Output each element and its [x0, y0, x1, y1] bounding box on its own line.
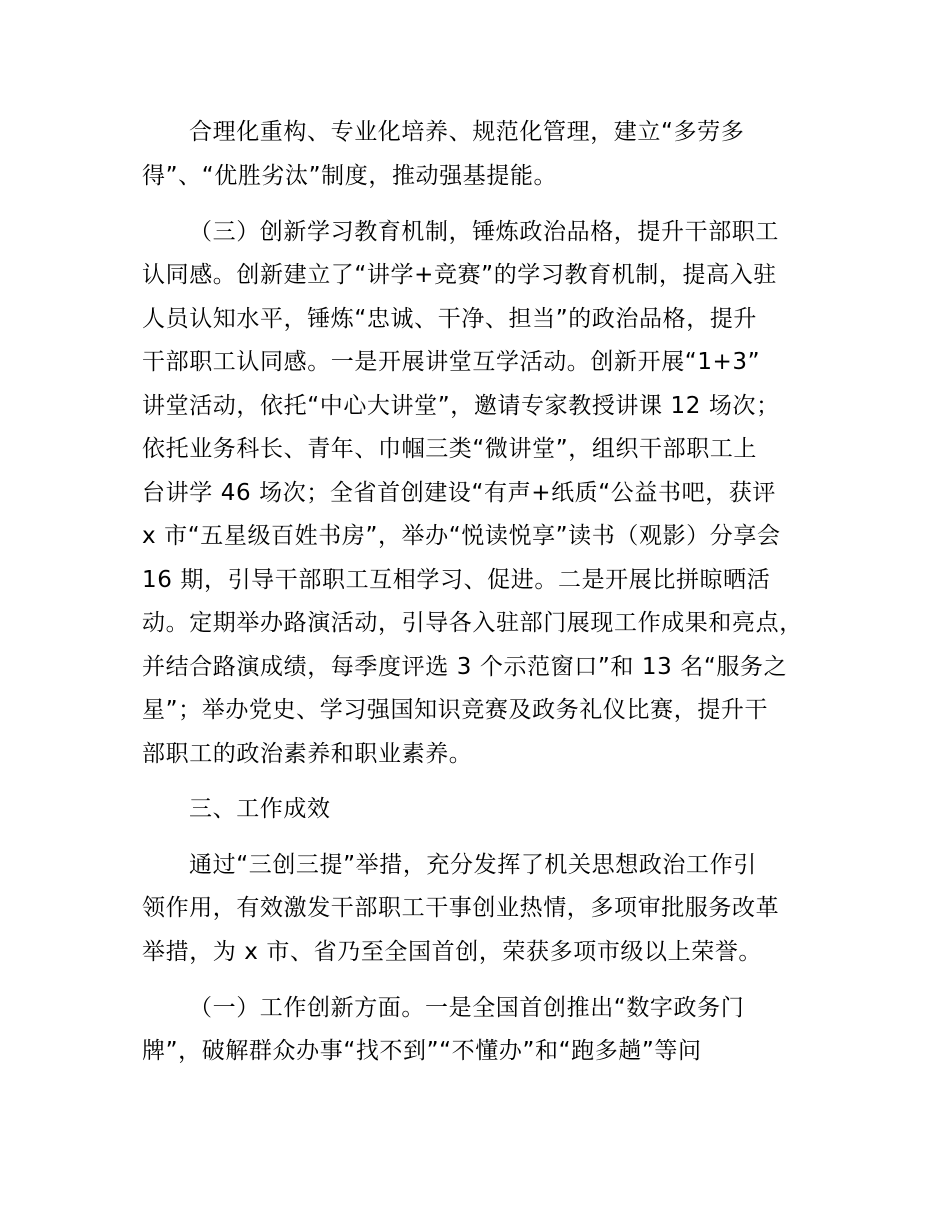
paragraph-line: 牌”，破解群众办事“找不到”“不懂办”和“跑多趟”等问	[142, 1038, 702, 1064]
section-heading: 三、工作成效	[189, 796, 331, 822]
paragraph-line: 并结合路演成绩，每季度评选 3 个示范窗口”和 13 名“服务之	[142, 654, 788, 680]
section-heading-line: （三）创新学习教育机制，锤炼政治品格，提升干部职工	[189, 219, 779, 245]
paragraph-line: 16 期，引导干部职工互相学习、促进。二是开展比拼晾晒活	[142, 567, 771, 593]
paragraph-line: x 市“五星级百姓书房”，举办“悦读悦享”读书（观影）分享会	[142, 523, 781, 549]
paragraph-line: 举措，为 x 市、省乃至全国首创，荣获多项市级以上荣誉。	[142, 939, 763, 965]
paragraph-line: 讲堂活动，依托“中心大讲堂”，邀请专家教授讲课 12 场次；	[142, 393, 780, 419]
paragraph-line: 台讲学 46 场次；全省首创建设“有声+纸质“公益书吧，获评	[142, 480, 776, 506]
paragraph-line: 认同感。创新建立了“讲学+竞赛”的学习教育机制，提高入驻	[142, 262, 777, 288]
paragraph-line: 人员认知水平，锤炼“忠诚、干净、担当”的政治品格，提升	[142, 306, 758, 332]
paragraph-line: 依托业务科长、青年、巾帼三类“微讲堂”，组织干部职工上	[142, 436, 758, 462]
paragraph-line: 干部职工认同感。一是开展讲堂互学活动。创新开展“1+3”	[142, 349, 761, 375]
paragraph-line: 部职工的政治素养和职业素养。	[142, 741, 473, 767]
paragraph-line: 领作用，有效激发干部职工干事创业热情，多项审批服务改革	[142, 895, 780, 921]
subsection-heading-line: （一）工作创新方面。一是全国首创推出“数字政务门	[189, 995, 745, 1021]
paragraph-line: 得”、“优胜劣汰”制度，推动强基提能。	[142, 163, 558, 189]
paragraph-line: 通过“三创三提”举措，充分发挥了机关思想政治工作引	[189, 852, 757, 878]
paragraph-line: 合理化重构、专业化培养、规范化管理，建立“多劳多	[189, 119, 745, 145]
paragraph-line: 动。定期举办路演活动，引导各入驻部门展现工作成果和亮点，	[142, 610, 803, 636]
paragraph-line: 星”；举办党史、学习强国知识竞赛及政务礼仪比赛，提升干	[142, 697, 769, 723]
